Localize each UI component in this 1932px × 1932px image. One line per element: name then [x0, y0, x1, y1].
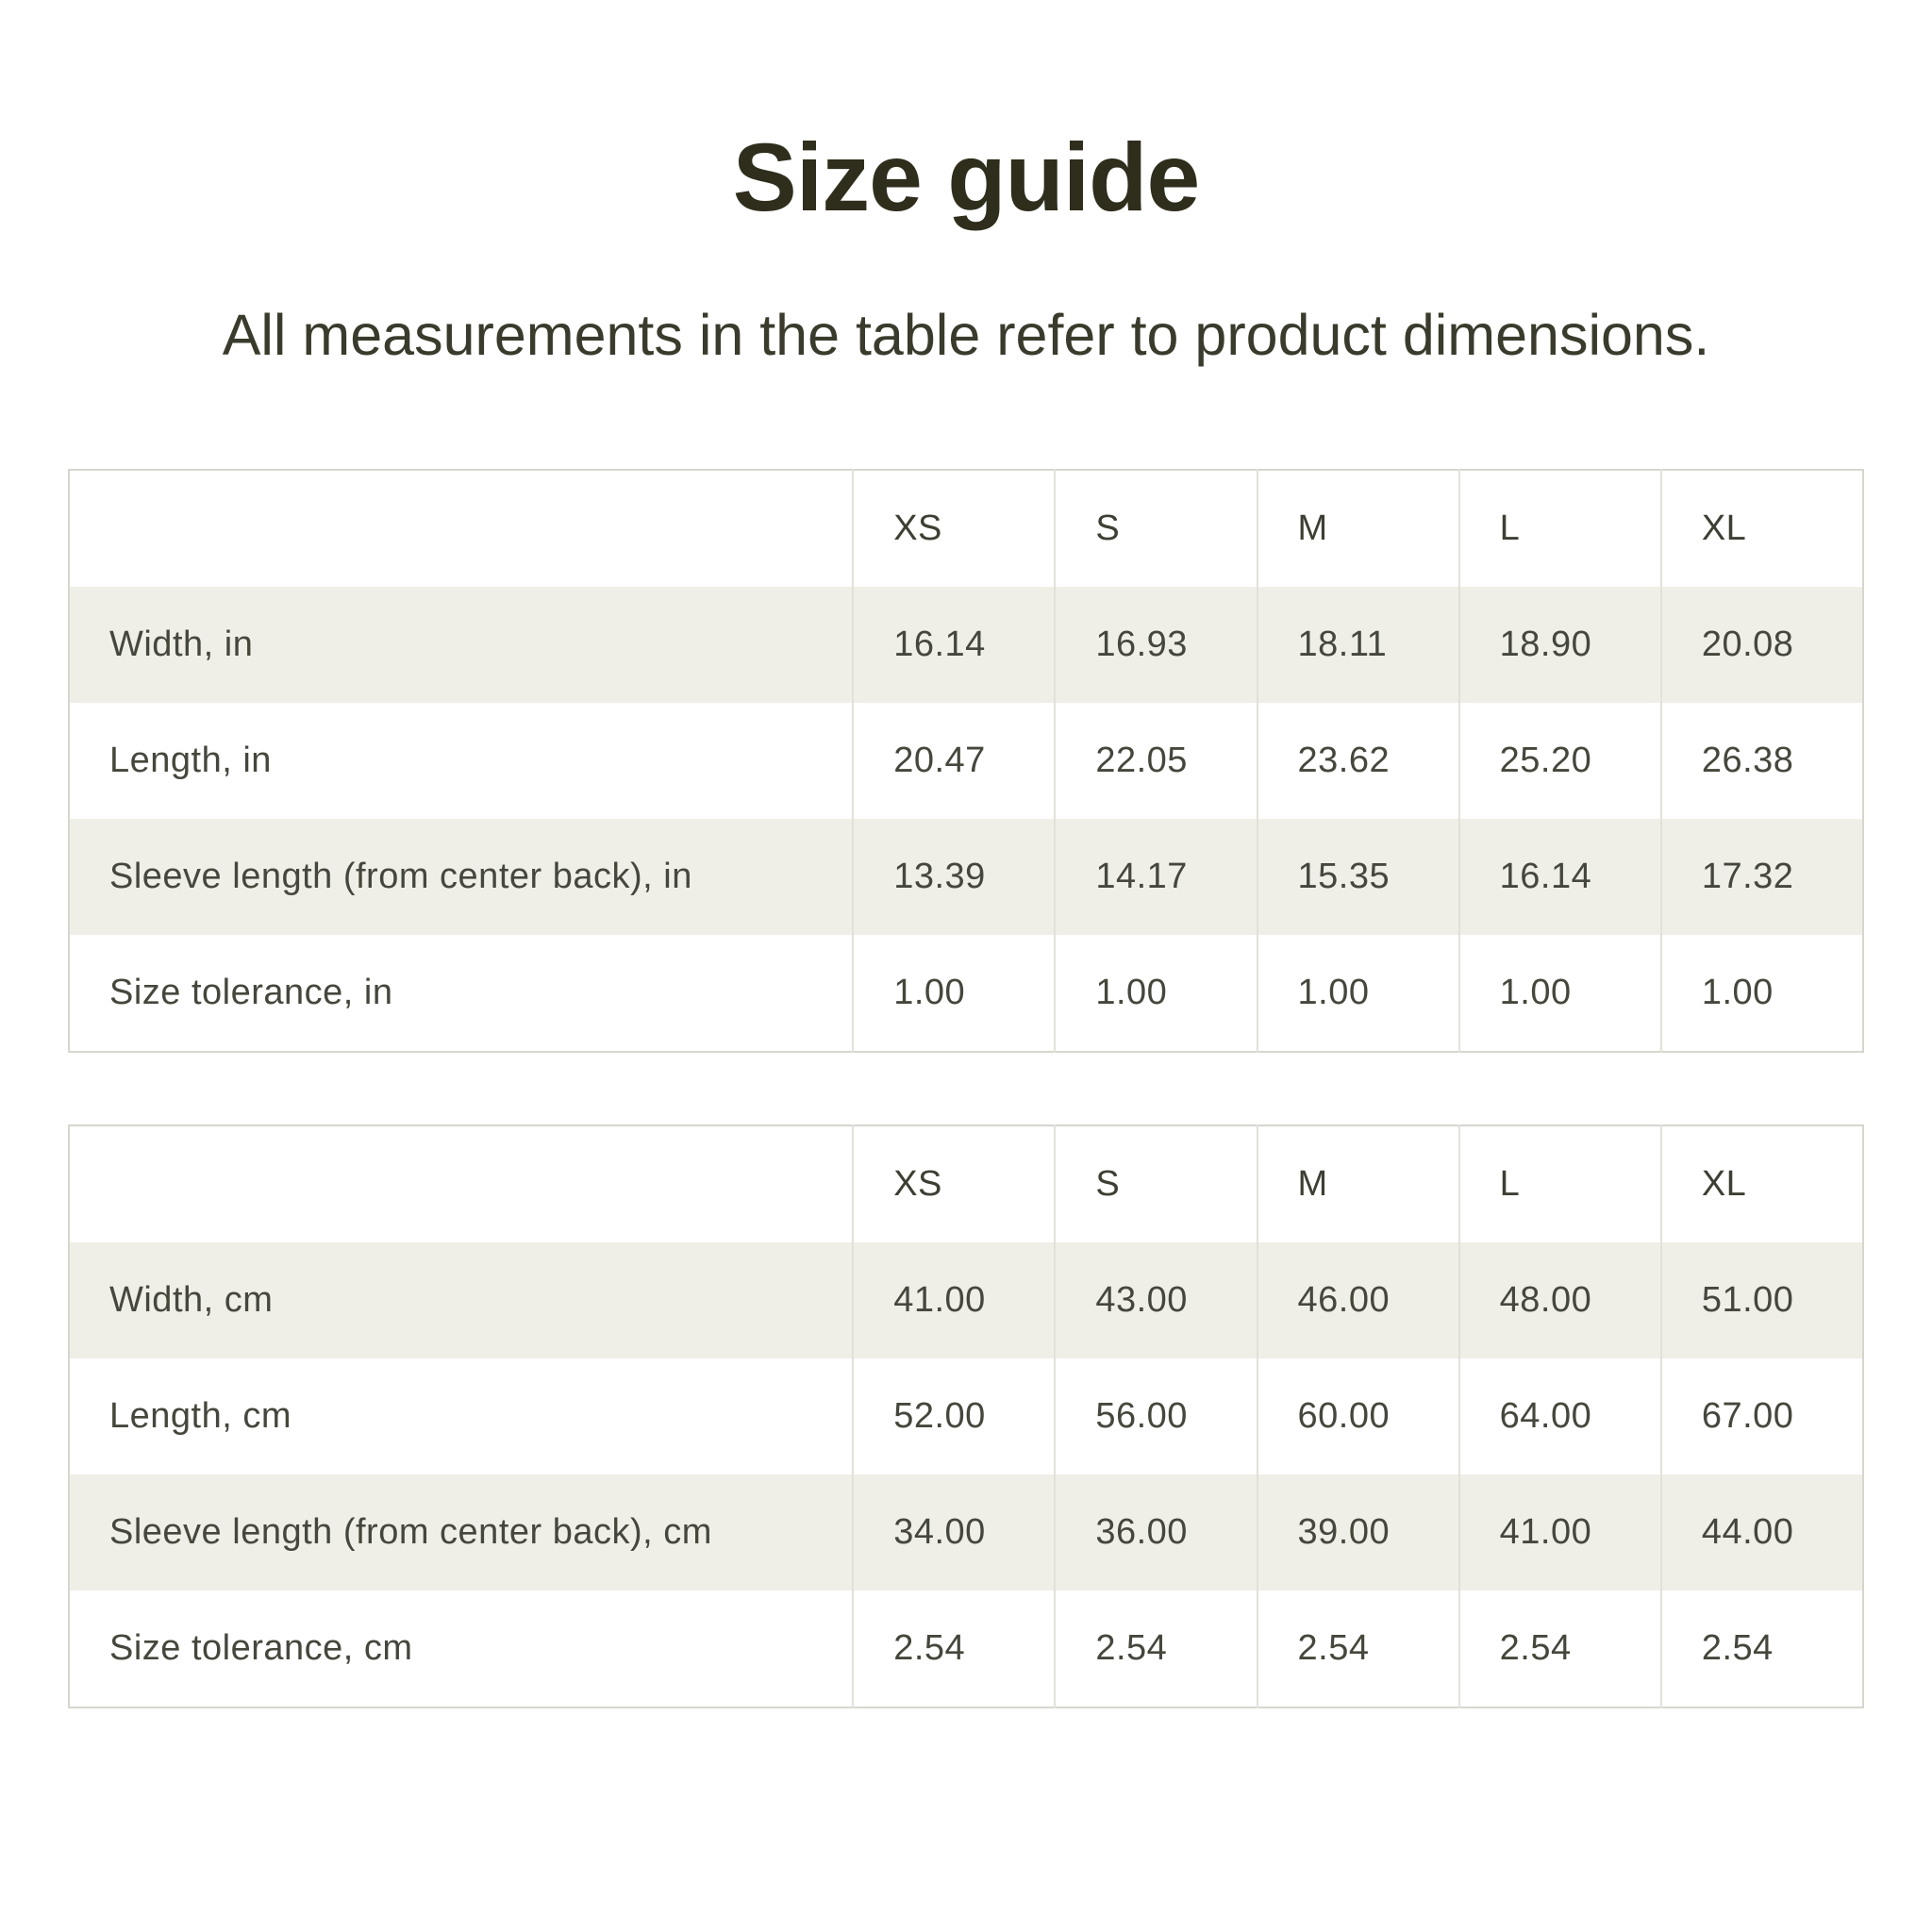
size-table-cm	[68, 1124, 1864, 1708]
row-label: Size tolerance, in	[109, 973, 393, 1013]
size-value-cell: 48.00	[1459, 1242, 1661, 1358]
size-value-cell: 51.00	[1661, 1242, 1863, 1358]
table-row-tolerance-cm	[69, 1591, 1863, 1707]
size-table-inches	[68, 469, 1864, 1053]
size-value-cell: 34.00	[853, 1474, 1055, 1591]
column-header-l: L	[1459, 1125, 1661, 1242]
size-value-cell: 18.11	[1257, 587, 1459, 703]
size-value-cell: 16.14	[1459, 819, 1661, 935]
table-row-width-cm	[69, 1242, 1863, 1358]
size-value-cell: 20.47	[853, 703, 1055, 819]
column-header-xl: XL	[1661, 470, 1863, 587]
table-row-width-in	[69, 587, 1863, 703]
column-header-s: S	[1055, 1125, 1257, 1242]
column-header-xl: XL	[1661, 1125, 1863, 1242]
row-label: Length, cm	[109, 1396, 291, 1437]
row-label: Length, in	[109, 741, 272, 781]
empty-header-cell	[69, 470, 853, 587]
size-value-cell: 46.00	[1257, 1242, 1459, 1358]
column-header-m: M	[1257, 470, 1459, 587]
header-row	[69, 1125, 1863, 1242]
row-label: Sleeve length (from center back), cm	[109, 1512, 712, 1553]
size-value-cell: 13.39	[853, 819, 1055, 935]
table-row-length-in	[69, 703, 1863, 819]
size-value-cell: 1.00	[1257, 935, 1459, 1052]
size-value-cell: 1.00	[853, 935, 1055, 1052]
table-row-length-cm	[69, 1358, 1863, 1474]
empty-header-cell	[69, 1125, 853, 1242]
column-header-xs: XS	[853, 1125, 1055, 1242]
size-value-cell: 17.32	[1661, 819, 1863, 935]
column-header-s: S	[1055, 470, 1257, 587]
row-label: Width, cm	[109, 1280, 274, 1321]
size-value-cell: 18.90	[1459, 587, 1661, 703]
size-value-cell: 43.00	[1055, 1242, 1257, 1358]
table-row-sleeve-in	[69, 819, 1863, 935]
size-value-cell: 36.00	[1055, 1474, 1257, 1591]
column-header-l: L	[1459, 470, 1661, 587]
size-value-cell: 15.35	[1257, 819, 1459, 935]
size-value-cell: 14.17	[1055, 819, 1257, 935]
size-value-cell: 64.00	[1459, 1358, 1661, 1474]
size-value-cell: 22.05	[1055, 703, 1257, 819]
size-value-cell: 56.00	[1055, 1358, 1257, 1474]
size-value-cell: 1.00	[1459, 935, 1661, 1052]
size-value-cell: 67.00	[1661, 1358, 1863, 1474]
size-value-cell: 25.20	[1459, 703, 1661, 819]
size-value-cell: 60.00	[1257, 1358, 1459, 1474]
size-value-cell: 2.54	[853, 1591, 1055, 1707]
row-label: Size tolerance, cm	[109, 1628, 413, 1669]
size-value-cell: 26.38	[1661, 703, 1863, 819]
size-value-cell: 2.54	[1459, 1591, 1661, 1707]
page-title: Size guide	[732, 124, 1200, 231]
size-value-cell: 16.93	[1055, 587, 1257, 703]
row-label: Width, in	[109, 625, 254, 665]
size-value-cell: 2.54	[1055, 1591, 1257, 1707]
table-row-tolerance-in	[69, 935, 1863, 1052]
size-value-cell: 39.00	[1257, 1474, 1459, 1591]
table-row-sleeve-cm	[69, 1474, 1863, 1591]
header-row	[69, 470, 1863, 587]
size-value-cell: 1.00	[1055, 935, 1257, 1052]
row-label: Sleeve length (from center back), in	[109, 857, 692, 897]
column-header-xs: XS	[853, 470, 1055, 587]
size-value-cell: 20.08	[1661, 587, 1863, 703]
size-value-cell: 1.00	[1661, 935, 1863, 1052]
size-value-cell: 2.54	[1661, 1591, 1863, 1707]
column-header-m: M	[1257, 1125, 1459, 1242]
size-value-cell: 52.00	[853, 1358, 1055, 1474]
size-value-cell: 41.00	[853, 1242, 1055, 1358]
size-value-cell: 23.62	[1257, 703, 1459, 819]
size-value-cell: 41.00	[1459, 1474, 1661, 1591]
size-value-cell: 2.54	[1257, 1591, 1459, 1707]
size-value-cell: 16.14	[853, 587, 1055, 703]
size-value-cell: 44.00	[1661, 1474, 1863, 1591]
page-subtitle: All measurements in the table refer to product dimensions.	[222, 303, 1710, 368]
